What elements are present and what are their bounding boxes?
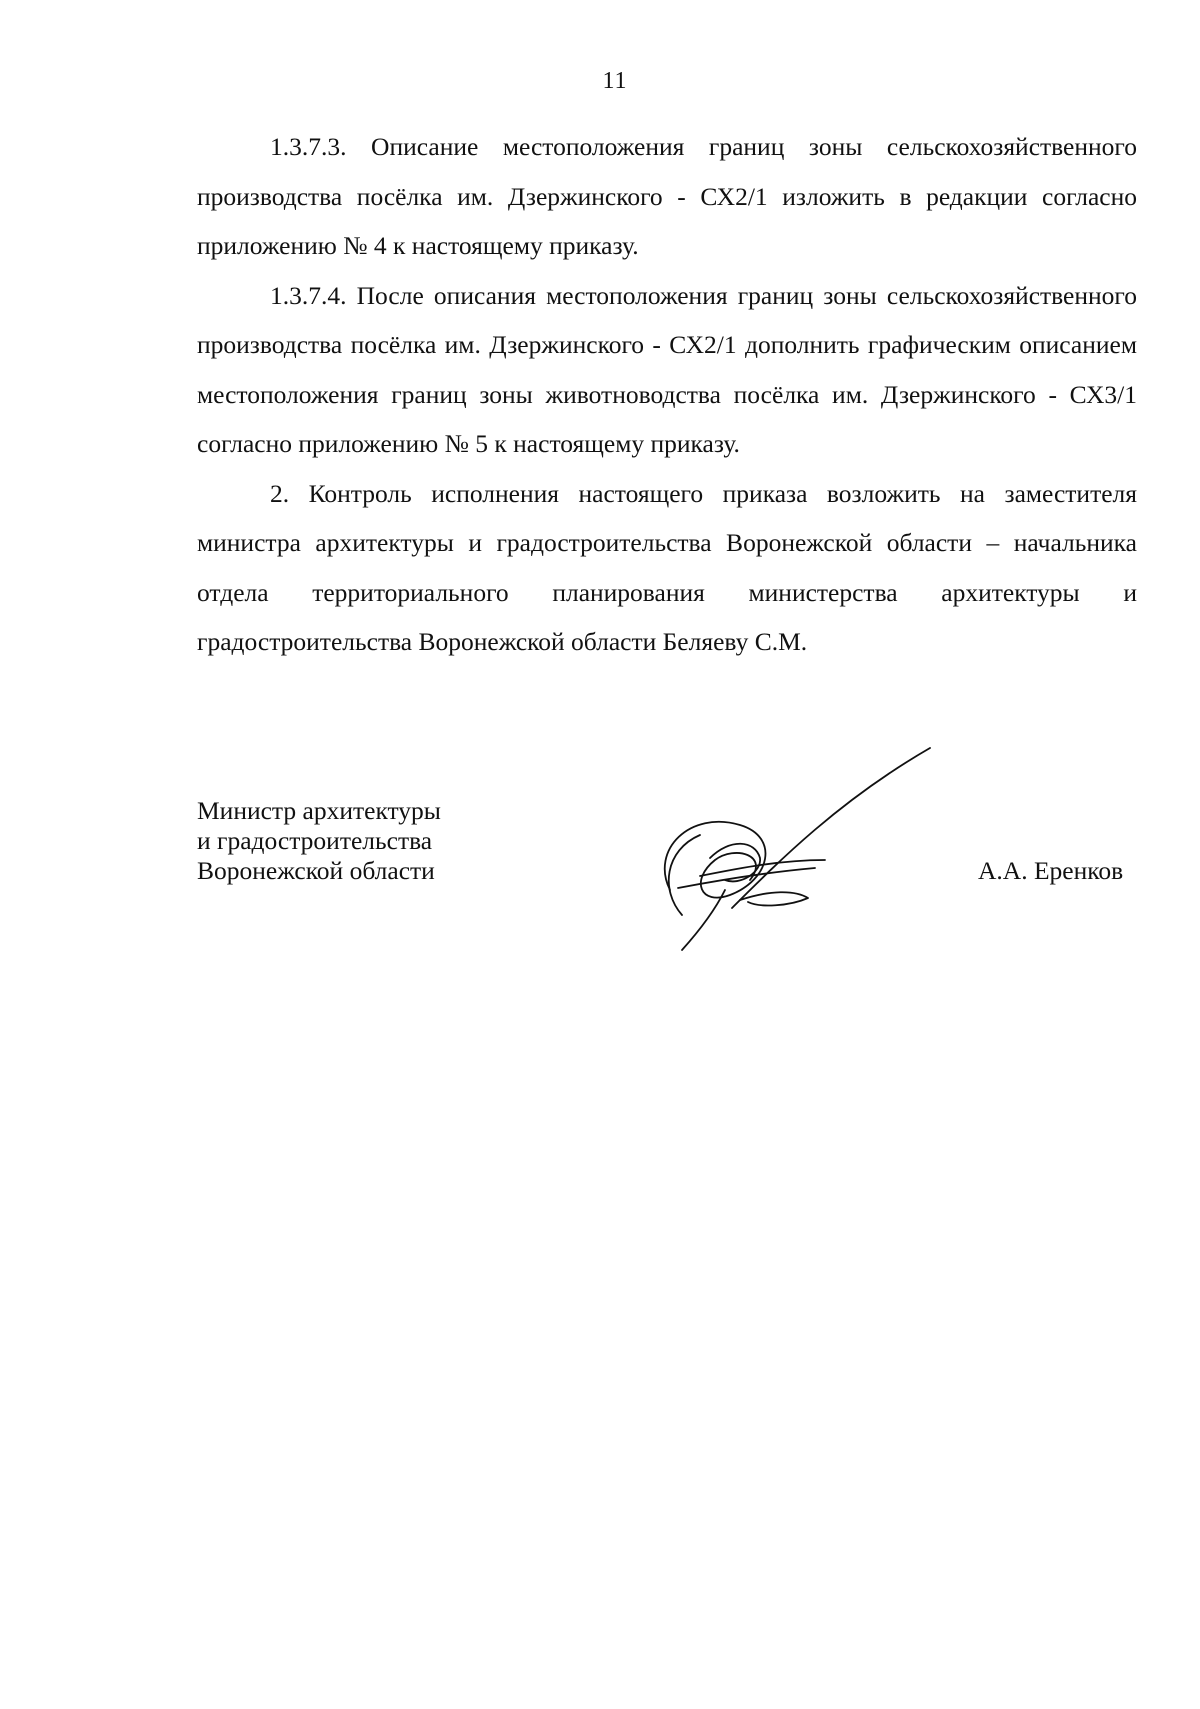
paragraph-1-3-7-4: 1.3.7.4. После описания местоположения границ зоны сельскохозяйственного производства посёлка им. Дзержинского - СХ2/1 дополнить графическим описанием местоположения границ зоны животноводства посёлка им. Дзержинского - СХ3/1 согласно приложению № 5 к настоящему приказу. — [197, 280, 1137, 458]
signer-name: А.А. Еренков — [978, 856, 1124, 885]
document-body — [197, 122, 1137, 667]
paragraph-1-3-7-3: 1.3.7.3. Описание местоположения границ зоны сельскохозяйственного производства посёлка им. Дзержинского - СХ2/1 изложить в редакции согласно приложению № 4 к настоящему приказу. — [197, 132, 1137, 260]
signer-position-line-1: Министр архитектуры — [197, 796, 441, 825]
handwritten-signature-icon — [630, 740, 950, 960]
signer-position-line-2: и градостроительства — [197, 826, 433, 855]
signer-position — [197, 796, 441, 886]
signer-position-line-3: Воронежской области — [197, 856, 435, 885]
paragraph-2-control: 2. Контроль исполнения настоящего приказа возложить на заместителя министра архитектуры и градостроительства Воронежской области – начальника отдела территориального планирования министерства архитектуры и градостроительства Воронежской области Беляеву С.М. — [197, 478, 1137, 656]
page-number: 11 — [602, 68, 628, 94]
